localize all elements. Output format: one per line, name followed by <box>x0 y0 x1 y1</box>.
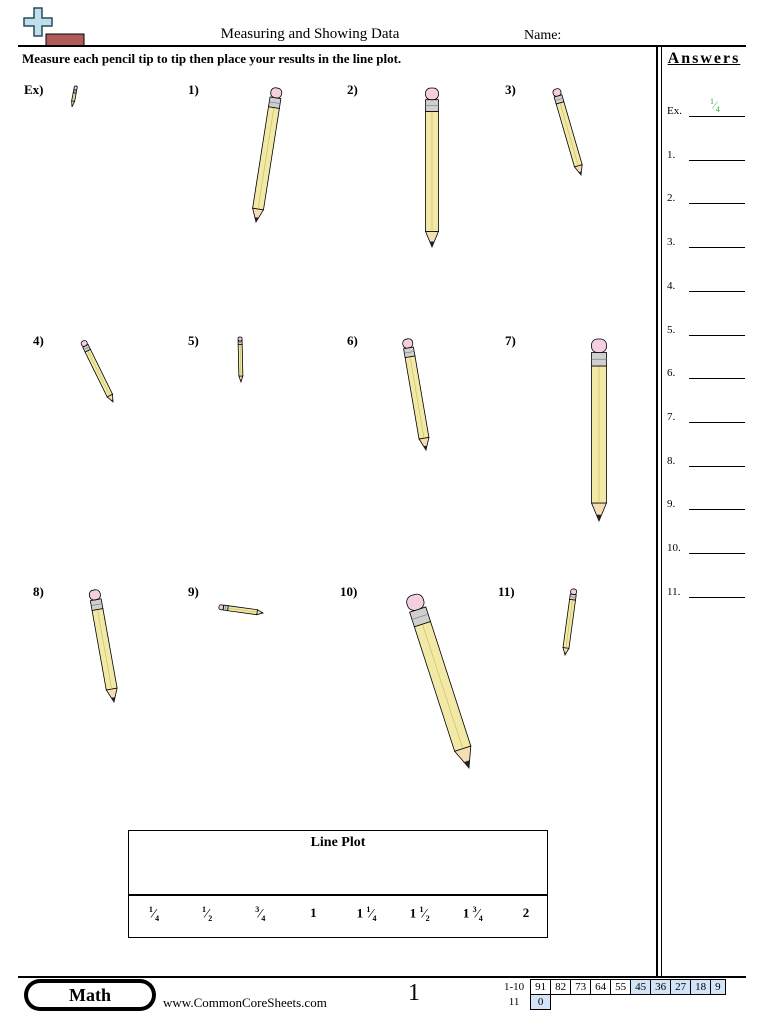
problem-label: 1) <box>188 82 199 97</box>
score-range-label: 1-10 <box>504 981 525 993</box>
name-label: Name: <box>524 28 562 43</box>
score-cell: 64 <box>591 980 611 995</box>
answer-label: 6. <box>667 367 676 380</box>
answers-heading: Answers <box>667 50 741 67</box>
line-plot-title: Line Plot <box>310 835 366 850</box>
answer-label: 10. <box>667 542 681 554</box>
answer-label: 9. <box>667 498 676 511</box>
line-plot-tick-label: 1 $^1⁄_4$ <box>356 905 377 923</box>
answer-label: 4. <box>667 279 676 292</box>
score-cell: 36 <box>651 980 671 995</box>
pencil-icon <box>251 87 283 223</box>
pencil-icon <box>89 589 120 703</box>
answer-label: 7. <box>667 410 676 423</box>
subject-label: Math <box>28 983 152 1007</box>
problem-label: 6) <box>347 333 358 348</box>
score-cell: 55 <box>611 980 631 995</box>
answer-label: 2. <box>667 192 676 205</box>
problem-label: 9) <box>188 584 199 599</box>
score-table <box>500 979 726 1010</box>
answer-label: 8. <box>667 454 676 467</box>
answer-label: Ex. <box>667 105 682 117</box>
line-plot-tick-label: $^1⁄_4$ <box>148 905 160 923</box>
score-range-label: 11 <box>508 996 520 1008</box>
pencil-icon <box>402 338 431 451</box>
subject-badge <box>24 979 156 1011</box>
answer-label: 5. <box>667 323 676 336</box>
score-cell: 9 <box>711 980 726 995</box>
problem-label: 8) <box>33 584 44 599</box>
problem-label: 11) <box>498 584 515 599</box>
problem-label: Ex) <box>24 82 44 97</box>
line-plot-tick-label: $^1⁄_2$ <box>202 905 213 923</box>
line-plot-tick-label: 1 <box>310 905 317 920</box>
score-cell: 82 <box>551 980 571 995</box>
pencil-icon <box>552 88 585 176</box>
footer-divider <box>18 976 746 978</box>
score-cell: 91 <box>531 980 551 995</box>
line-plot-tick-label: 2 <box>522 905 530 920</box>
score-cell: 27 <box>671 980 691 995</box>
pencil-icon <box>426 88 439 247</box>
answer-label: 3. <box>667 236 676 249</box>
site-url: www.CommonCoreSheets.com <box>163 995 327 1010</box>
problem-label: 2) <box>347 82 358 97</box>
problem-label: 5) <box>188 333 199 348</box>
line-plot-tick-label: $^3⁄_4$ <box>255 905 266 923</box>
pencil-icon <box>80 340 115 404</box>
instructions: Measure each pencil tip to tip then place your results in the line plot. <box>22 51 402 66</box>
problem-label: 7) <box>505 333 516 348</box>
score-cell: 18 <box>691 980 711 995</box>
example-answer: $^1⁄_4$ <box>710 97 720 114</box>
pencil-icon <box>71 86 78 108</box>
answer-label: 11. <box>667 585 681 598</box>
pencil-icon <box>238 337 243 382</box>
pencil-icon <box>405 592 477 770</box>
problem-label: 4) <box>33 333 44 348</box>
line-plot <box>128 830 548 938</box>
score-cell: 73 <box>571 980 591 995</box>
pencil-icon <box>562 589 577 656</box>
problem-label: 3) <box>505 82 516 97</box>
answer-label: 1. <box>667 148 676 161</box>
score-cell: 45 <box>631 980 651 995</box>
pencil-icon <box>592 339 607 521</box>
score-cell: 0 <box>531 995 551 1010</box>
line-plot-tick-label: 1 $^1⁄_2$ <box>409 905 430 923</box>
page-number: 1 <box>408 980 420 1006</box>
problem-label: 10) <box>340 584 358 599</box>
pencil-icon <box>219 605 264 616</box>
worksheet-title: Measuring and Showing Data <box>220 26 400 42</box>
line-plot-axis <box>129 894 547 896</box>
line-plot-tick-label: 1 $^3⁄_4$ <box>462 905 483 923</box>
